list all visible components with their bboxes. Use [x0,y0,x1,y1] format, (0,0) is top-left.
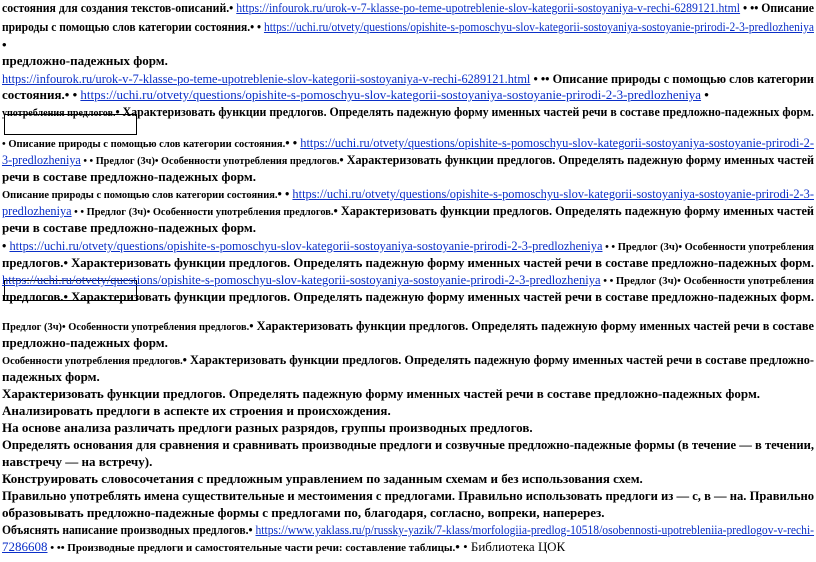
text-run: • Характеризовать функции предлогов. Определять падежную форму именных частей речи в составе предложно-падежных форм. [63,289,815,304]
text-run: Описание природы с помощью слов категории состояния. [2,189,278,201]
text-line [2,152,816,170]
hyperlink[interactable]: https://uchi.ru/otvety/questions/opishite-s-pomoschyu-slov-kategorii-sostoyaniya-sostoyanie-prirodi-2- [300,135,815,150]
text-run: состояния для создания текстов-описаний. [2,0,230,15]
hyperlink[interactable]: 3-predlozheniya [2,152,81,167]
text-run: • •• Описание природы с помощью слов категории [530,71,815,86]
text-run: • Характеризовать функции предлогов. Определять падежную форму именных частей речи в составе [249,318,815,333]
text-run: • •• Описание [740,0,814,15]
text-run: Правильно употреблять имена существительные и местоимения с предлогами. Правильно использовать предлоги из — с, в — на. Правильно [2,488,815,503]
text-run: Предлог (3ч)• Особенности употребления предлогов. [2,321,250,333]
hyperlink[interactable]: https://www.yaklass.ru/p/russky-yazik/7-klass/morfologiia-predlog-10518/osobennosti-upotrebleniia-predlogov-v-rechi- [255,522,815,537]
text-line [2,488,816,504]
text-run: • • Предлог (3ч)• Особенности употребления [600,275,815,287]
text-run: • Описание природы с помощью слов категории состояния. [2,138,286,150]
text-run: Конструировать словосочетания с предложным управлением по заданным схемам и без использования схем. [2,471,643,486]
text-line [2,471,643,487]
text-line [2,505,604,521]
text-run: • • Предлог (3ч)• Особенности употребления предлогов. [80,155,340,167]
hyperlink[interactable]: https://uchi.ru/otvety/questions/opishite-s-pomoschyu-slov-kategorii-sostoyaniya-sostoyanie-prirodi-2-3- [292,186,814,201]
text-line [2,386,760,402]
text-line [2,289,816,305]
text-line [2,0,816,16]
text-run: • Характеризовать функции предлогов. Определять падежную форму именных частей речи в составе предложно-падежных форм. [63,255,815,270]
text-run: • Библиотека ЦОК [463,539,566,554]
text-run: Характеризовать функции предлогов. Определять падежную форму именных частей речи в составе предложно-падежных форм. [2,386,761,401]
text-line [2,71,816,87]
text-run: • •• Производные предлоги и самостоятельные части речи: составление таблицы. [47,542,456,554]
text-run: • [455,539,464,554]
text-run: • [2,238,10,253]
text-line [2,454,152,470]
text-run: предлогов. [2,255,64,270]
text-run: • • Предлог (3ч)• Особенности употребления предлогов. [71,206,334,218]
text-run: речи в составе предложно-падежных форм. [2,169,257,184]
text-run: предложно-падежных форм. [2,335,168,350]
text-line [2,169,256,185]
text-run: речи в составе предложно-падежных форм. [2,220,257,235]
text-line [2,420,533,436]
text-line [2,369,100,385]
text-run: Анализировать предлоги в аспекте их строения и происхождения. [2,403,391,418]
text-run: • Характеризовать функции предлогов. Определять падежную форму именных частей [339,152,814,167]
hyperlink[interactable]: https://uchi.ru/otvety/questions/opishite-s-pomoschyu-slov-kategorii-sostoyaniya-sostoyanie-prirodi-2-3-predlozheniya [263,19,814,34]
text-line [2,318,816,336]
text-run: Особенности употребления предлогов. [2,355,183,367]
text-run: • [701,87,709,102]
text-run: употребления предлогов. [2,107,116,119]
text-run: предлогов. [2,289,64,304]
text-run: • [248,522,256,537]
text-run: • Характеризовать функции предлогов. Определять падежную форму именных частей речи в составе предложно- [182,352,815,367]
text-run: падежных форм. [2,369,100,384]
text-run: На основе анализа различать предлоги разных разрядов, группы производных предлогов. [2,420,533,435]
text-line [2,272,816,290]
text-run: навстречу — на встречу). [2,454,153,469]
hyperlink[interactable]: https://uchi.ru/otvety/questions/opishite-s-pomoschyu-slov-kategorii-sostoyaniya-sostoyanie-prirodi-2-3-predlozheniya [9,238,603,253]
text-line [2,186,816,204]
hyperlink[interactable]: https://infourok.ru/urok-v-7-klasse-po-teme-upotreblenie-slov-kategorii-sostoyaniya-v-rechi-6289121.html [236,0,741,15]
hyperlink[interactable]: https://uchi.ru/otvety/questions/opishite-s-pomoschyu-slov-kategorii-sostoyaniya-sostoyanie-prirodi-2-3-predlozheniya [80,87,702,102]
text-run: природы с помощью слов категории состояния.• • [2,19,264,34]
text-line [2,437,816,453]
text-line [2,238,816,256]
hyperlink[interactable]: https://infourok.ru/urok-v-7-klasse-po-teme-upotreblenie-slov-kategorii-sostoyaniya-v-rechi-6289121.html [2,71,531,86]
text-line [2,135,816,153]
text-line [2,37,7,53]
text-run: • [229,0,237,15]
text-run: Определять основания для сравнения и сравнивать производные предлоги и созвучные предложно-падежные формы (в течение — в течении, [2,437,815,452]
text-run: • • Предлог (3ч)• Особенности употребления [602,241,814,253]
hyperlink[interactable]: https://uchi.ru/otvety/questions/opishite-s-pomoschyu-slov-kategorii-sostoyaniya-sostoyanie-prirodi-2-3-predlozheniya [2,272,601,287]
text-line [2,203,816,221]
text-line [2,255,816,271]
text-line [2,53,168,69]
text-run: • [2,37,7,52]
text-run: образовывать предложно-падежные формы с предлогами по, благодаря, согласно, вопреки, наперерез. [2,505,605,520]
text-run: • Характеризовать функции предлогов. Определять падежную форму именных частей речи в составе предложно-падежных форм. [115,104,814,119]
text-line [2,352,816,370]
hyperlink[interactable]: 7286608 [2,539,48,554]
text-line [2,220,256,236]
text-run: • • [285,135,301,150]
text-line [2,87,709,103]
text-run: Объяснять написание производных предлогов. [2,522,249,537]
text-run: состояния.• • [2,87,81,102]
text-line [2,403,391,419]
text-line [2,104,816,122]
text-run: предложно-падежных форм. [2,53,168,68]
text-line [2,335,168,351]
hyperlink[interactable]: predlozheniya [2,203,72,218]
text-line [2,19,816,35]
text-line [2,522,816,538]
text-run: • • [277,186,293,201]
text-line [2,539,565,557]
text-run: • Характеризовать функции предлогов. Определять падежную форму именных частей [333,203,815,218]
